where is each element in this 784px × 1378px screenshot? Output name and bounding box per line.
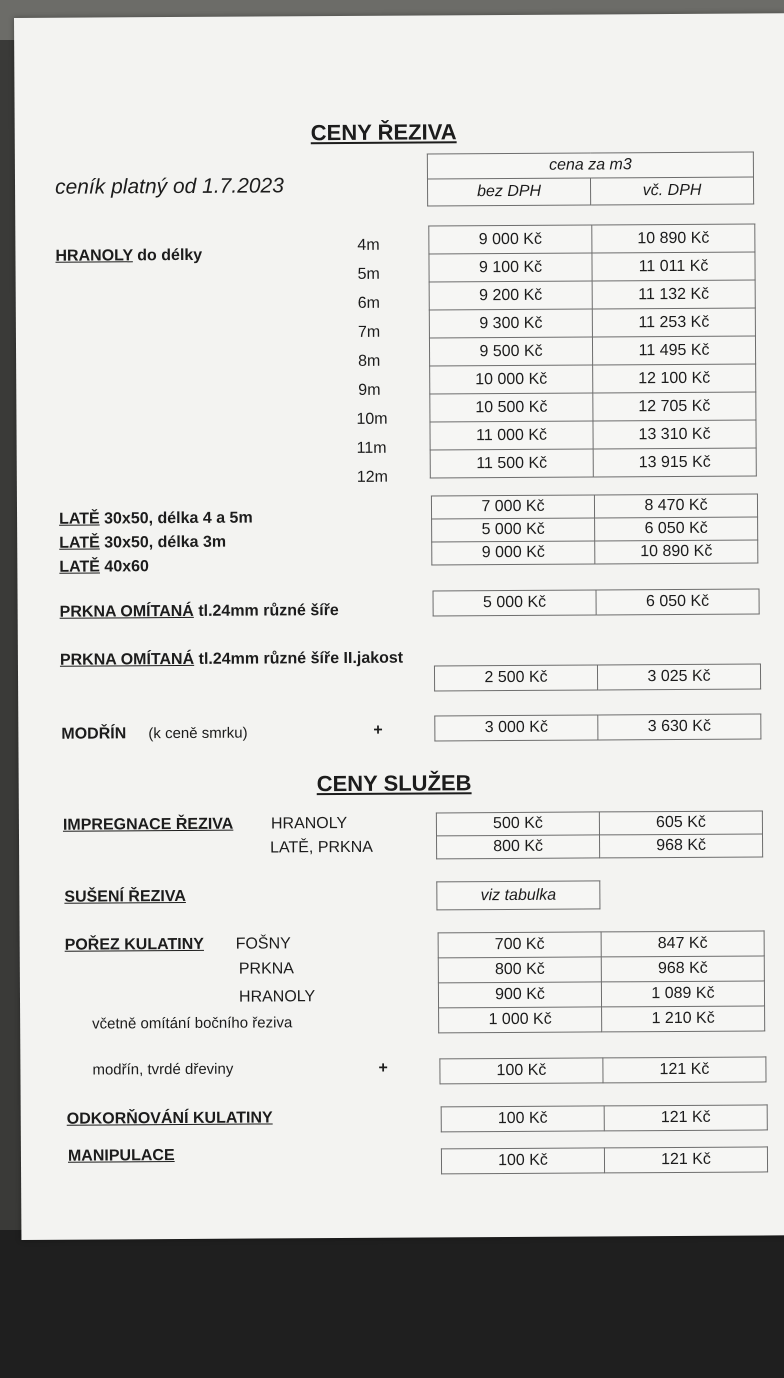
table-row	[439, 1006, 765, 1033]
manipulace-table	[441, 1146, 768, 1174]
price-net: 11 500 Kč	[430, 449, 593, 478]
price-gross: 121 Kč	[603, 1057, 766, 1083]
price-net: 100 Kč	[441, 1106, 604, 1132]
late-label	[59, 534, 226, 553]
price-gross: 968 Kč	[600, 834, 763, 858]
prkna-2-price-table	[434, 663, 761, 691]
suseni-label: SUŠENÍ ŘEZIVA	[64, 887, 186, 906]
price-gross: 12 100 Kč	[593, 364, 756, 393]
price-gross: 121 Kč	[604, 1105, 767, 1131]
late-label-spec: 40x60	[99, 558, 149, 576]
late-label-main: LATĚ	[59, 558, 101, 576]
price-gross: 3 025 Kč	[597, 664, 760, 690]
hranoly-len: 8m	[358, 352, 381, 370]
prkna-label	[60, 602, 339, 622]
price-net: 100 Kč	[440, 1058, 603, 1084]
price-net: 3 000 Kč	[435, 715, 598, 741]
table-row	[432, 517, 758, 542]
price-gross: 11 132 Kč	[592, 280, 755, 309]
hranoly-len: 6m	[357, 294, 381, 312]
price-net: 900 Kč	[438, 982, 601, 1008]
price-gross: 847 Kč	[601, 931, 764, 957]
price-net: 5 000 Kč	[433, 590, 596, 616]
hranoly-len: 5m	[357, 265, 380, 283]
porez-price-table	[438, 930, 766, 1033]
hranoly-len: 12m	[356, 468, 388, 486]
prkna-2-label-spec: tl.24mm různé šíře II.jakost	[194, 649, 404, 668]
table-row	[434, 664, 760, 691]
table-row	[438, 981, 764, 1008]
table-row	[430, 448, 756, 478]
table-row	[429, 280, 755, 310]
table-row	[433, 589, 759, 616]
table-row	[429, 308, 755, 338]
price-net: 100 Kč	[441, 1148, 604, 1174]
impregnace-label: IMPREGNACE ŘEZIVA	[62, 815, 234, 834]
late-price-table	[431, 493, 758, 565]
table-row	[429, 224, 755, 254]
price-header-gross: vč. DPH	[590, 177, 753, 205]
table-row	[441, 1147, 767, 1174]
prkna-label-spec: tl.24mm různé šíře	[193, 602, 339, 620]
late-label-spec: 30x50, délka 3m	[99, 533, 227, 552]
porez-extra-plus: +	[378, 1059, 388, 1077]
price-net: 9 000 Kč	[432, 541, 595, 565]
price-gross: 13 310 Kč	[593, 420, 756, 449]
price-header-net: bez DPH	[427, 178, 590, 206]
table-row	[441, 1105, 767, 1132]
price-list-sheet	[14, 13, 784, 1240]
price-net: 9 300 Kč	[429, 309, 592, 338]
late-label	[59, 558, 149, 577]
table-row	[440, 1057, 766, 1084]
price-header-table	[427, 151, 754, 206]
late-label-main: LATĚ	[59, 510, 100, 528]
table-row	[437, 881, 600, 910]
porez-item: včetně omítání bočního řeziva	[92, 1014, 293, 1033]
price-gross: 11 495 Kč	[592, 336, 755, 365]
price-gross: 11 253 Kč	[592, 308, 755, 337]
table-row	[429, 252, 755, 282]
price-net: 10 500 Kč	[430, 393, 593, 422]
porez-item: HRANOLY	[238, 988, 316, 1006]
price-gross: 12 705 Kč	[593, 392, 756, 421]
suseni-table	[436, 880, 600, 910]
hranoly-len: 4m	[357, 236, 380, 254]
porez-extra-item: modřín, tvrdé dřeviny	[92, 1060, 234, 1079]
price-gross: 11 011 Kč	[592, 252, 755, 281]
late-label-spec: 30x50, délka 4 a 5m	[99, 509, 253, 528]
table-row	[430, 420, 756, 450]
hranoly-len: 7m	[357, 323, 381, 341]
price-gross: 6 050 Kč	[596, 589, 759, 615]
price-net: 9 100 Kč	[429, 253, 592, 282]
price-gross: 8 470 Kč	[594, 494, 757, 518]
hranoly-label-main: HRANOLY	[55, 247, 133, 265]
table-row	[436, 811, 762, 836]
price-gross: 1 089 Kč	[601, 981, 764, 1007]
table-row	[429, 336, 755, 366]
late-label	[59, 510, 253, 529]
table-row	[432, 540, 758, 565]
price-gross: 968 Kč	[601, 956, 764, 982]
odkornovani-label: ODKORŇOVÁNÍ KULATINY	[66, 1109, 273, 1128]
price-gross: 605 Kč	[599, 811, 762, 835]
late-label-main: LATĚ	[59, 534, 100, 552]
hranoly-len: 11m	[356, 439, 387, 457]
hranoly-price-table	[428, 223, 757, 478]
price-gross: 13 915 Kč	[593, 448, 756, 477]
price-gross: 6 050 Kč	[595, 517, 758, 541]
impregnace-item: HRANOLY	[270, 814, 348, 833]
price-net: 10 000 Kč	[430, 365, 593, 394]
porez-label: POŘEZ KULATINY	[64, 935, 204, 954]
manipulace-label: MANIPULACE	[67, 1147, 175, 1165]
hranoly-label-suffix: do délky	[132, 246, 203, 265]
hranoly-len: 10m	[356, 410, 388, 428]
porez-item: FOŠNY	[235, 935, 291, 953]
suseni-value: viz tabulka	[437, 881, 600, 910]
modrin-spec: (k ceně smrku)	[148, 724, 248, 743]
background-bottom	[0, 1230, 784, 1378]
price-net: 2 500 Kč	[434, 665, 597, 691]
porez-item: PRKNA	[238, 960, 294, 978]
impregnace-item: LATĚ, PRKNA	[270, 838, 373, 857]
services-title: CENY SLUŽEB	[316, 770, 472, 797]
impregnace-price-table	[436, 810, 763, 859]
modrin-price-table	[434, 713, 761, 741]
price-net: 9 500 Kč	[429, 337, 592, 366]
price-gross: 3 630 Kč	[598, 714, 761, 740]
table-row	[430, 364, 756, 394]
price-net: 700 Kč	[438, 932, 601, 958]
price-gross: 10 890 Kč	[595, 540, 758, 564]
price-header-group: cena za m3	[427, 152, 753, 179]
prkna-label-main: PRKNA OMÍTANÁ	[59, 602, 194, 621]
price-net: 1 000 Kč	[439, 1007, 602, 1033]
table-row	[438, 956, 764, 983]
price-gross: 121 Kč	[604, 1147, 767, 1173]
price-net: 500 Kč	[436, 812, 599, 836]
porez-extra-table	[439, 1056, 766, 1084]
price-net: 9 200 Kč	[429, 281, 592, 310]
price-net: 11 000 Kč	[430, 421, 593, 450]
hranoly-label	[55, 247, 202, 266]
table-row	[435, 714, 761, 741]
page-title: CENY ŘEZIVA	[310, 119, 457, 146]
odkornovani-table	[441, 1104, 768, 1132]
table-row	[430, 392, 756, 422]
prkna-2-label	[60, 650, 403, 670]
hranoly-len: 9m	[358, 381, 381, 399]
modrin-plus: +	[373, 721, 383, 739]
price-net: 7 000 Kč	[431, 495, 594, 519]
price-net: 9 000 Kč	[429, 225, 592, 254]
price-net: 800 Kč	[437, 835, 600, 859]
price-net: 5 000 Kč	[432, 518, 595, 542]
prkna-2-label-main: PRKNA OMÍTANÁ	[59, 650, 195, 669]
price-gross: 10 890 Kč	[592, 224, 755, 253]
price-net: 800 Kč	[438, 957, 601, 983]
price-gross: 1 210 Kč	[602, 1006, 765, 1032]
table-row	[431, 494, 757, 519]
prkna-price-table	[433, 588, 760, 616]
table-row	[437, 834, 763, 859]
modrin-label: MODŘÍN	[61, 725, 127, 743]
table-row	[438, 931, 764, 958]
valid-from-text: ceník platný od 1.7.2023	[54, 174, 284, 199]
